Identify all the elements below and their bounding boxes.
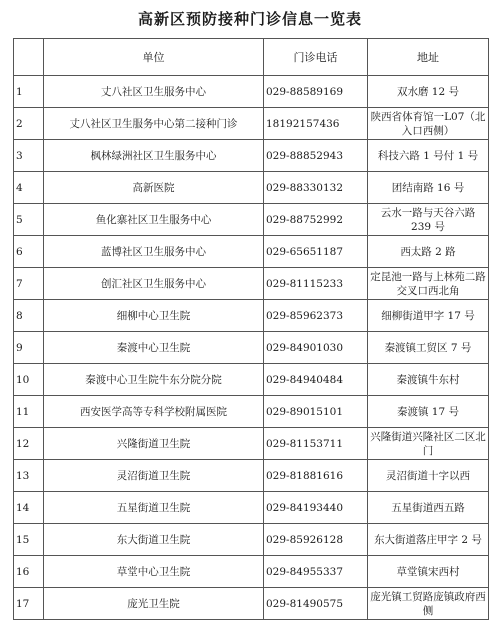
row-index: 5 bbox=[14, 204, 44, 236]
table-row bbox=[14, 172, 489, 204]
row-index: 12 bbox=[14, 428, 44, 460]
unit-name: 庞光卫生院 bbox=[44, 588, 264, 620]
unit-name: 蓝博社区卫生服务中心 bbox=[44, 236, 264, 268]
row-index: 1 bbox=[14, 76, 44, 108]
clinic-address: 秦渡镇牛东村 bbox=[368, 364, 489, 396]
unit-name: 秦渡中心卫生院 bbox=[44, 332, 264, 364]
unit-name: 高新医院 bbox=[44, 172, 264, 204]
table-row bbox=[14, 76, 489, 108]
unit-name: 东大街道卫生院 bbox=[44, 524, 264, 556]
clinic-phone: 18192157436 bbox=[264, 108, 368, 140]
row-index: 11 bbox=[14, 396, 44, 428]
table-row bbox=[14, 204, 489, 236]
row-index: 10 bbox=[14, 364, 44, 396]
table-row bbox=[14, 588, 489, 620]
unit-name: 灵沼街道卫生院 bbox=[44, 460, 264, 492]
clinic-address: 科技六路 1 号付 1 号 bbox=[368, 140, 489, 172]
unit-name: 枫林绿洲社区卫生服务中心 bbox=[44, 140, 264, 172]
clinic-phone: 029-84901030 bbox=[264, 332, 368, 364]
row-index: 7 bbox=[14, 268, 44, 300]
table-row bbox=[14, 556, 489, 588]
row-index: 17 bbox=[14, 588, 44, 620]
table-row bbox=[14, 364, 489, 396]
clinic-address: 秦渡镇工贸区 7 号 bbox=[368, 332, 489, 364]
unit-name: 草堂中心卫生院 bbox=[44, 556, 264, 588]
clinic-address: 双水磨 12 号 bbox=[368, 76, 489, 108]
table-row bbox=[14, 396, 489, 428]
clinic-phone: 029-81115233 bbox=[264, 268, 368, 300]
row-index: 16 bbox=[14, 556, 44, 588]
unit-name: 丈八社区卫生服务中心 bbox=[44, 76, 264, 108]
unit-name: 细柳中心卫生院 bbox=[44, 300, 264, 332]
clinic-address: 东大街道落庄甲字 2 号 bbox=[368, 524, 489, 556]
header-phone: 门诊电话 bbox=[264, 39, 368, 76]
clinic-address: 灵沼街道十字以西 bbox=[368, 460, 489, 492]
clinic-phone: 029-81153711 bbox=[264, 428, 368, 460]
table-row bbox=[14, 268, 489, 300]
clinic-phone: 029-81490575 bbox=[264, 588, 368, 620]
row-index: 9 bbox=[14, 332, 44, 364]
unit-name: 鱼化寨社区卫生服务中心 bbox=[44, 204, 264, 236]
clinic-address: 五星街道西五路 bbox=[368, 492, 489, 524]
table-row bbox=[14, 428, 489, 460]
table-row bbox=[14, 524, 489, 556]
row-index: 15 bbox=[14, 524, 44, 556]
unit-name: 秦渡中心卫生院牛东分院分院 bbox=[44, 364, 264, 396]
clinic-phone: 029-88330132 bbox=[264, 172, 368, 204]
clinic-phone: 029-88589169 bbox=[264, 76, 368, 108]
table-row bbox=[14, 460, 489, 492]
unit-name: 五星街道卫生院 bbox=[44, 492, 264, 524]
clinic-phone: 029-89015101 bbox=[264, 396, 368, 428]
clinic-address: 细柳街道甲字 17 号 bbox=[368, 300, 489, 332]
clinic-phone: 029-84955337 bbox=[264, 556, 368, 588]
row-index: 4 bbox=[14, 172, 44, 204]
row-index: 2 bbox=[14, 108, 44, 140]
unit-name: 丈八社区卫生服务中心第二接种门诊 bbox=[44, 108, 264, 140]
clinic-address: 云水一路与天谷六路 239 号 bbox=[368, 204, 489, 236]
clinic-phone: 029-85926128 bbox=[264, 524, 368, 556]
table-row bbox=[14, 492, 489, 524]
row-index: 8 bbox=[14, 300, 44, 332]
clinic-address: 定昆池一路与上林苑二路交叉口西北角 bbox=[368, 268, 489, 300]
clinic-phone: 029-88752992 bbox=[264, 204, 368, 236]
header-index bbox=[14, 39, 44, 76]
unit-name: 兴隆街道卫生院 bbox=[44, 428, 264, 460]
row-index: 14 bbox=[14, 492, 44, 524]
clinic-phone: 029-85962373 bbox=[264, 300, 368, 332]
clinic-phone: 029-81881616 bbox=[264, 460, 368, 492]
clinic-address: 陕西省体育馆一L07（北入口西侧） bbox=[368, 108, 489, 140]
table-header-row bbox=[14, 39, 489, 76]
clinic-phone: 029-65651187 bbox=[264, 236, 368, 268]
table-row bbox=[14, 140, 489, 172]
clinic-address: 草堂镇宋西村 bbox=[368, 556, 489, 588]
clinic-address: 秦渡镇 17 号 bbox=[368, 396, 489, 428]
row-index: 3 bbox=[14, 140, 44, 172]
vaccination-clinic-table bbox=[13, 38, 489, 620]
clinic-address: 兴隆街道兴隆社区二区北门 bbox=[368, 428, 489, 460]
table-body bbox=[14, 76, 489, 620]
header-unit: 单位 bbox=[44, 39, 264, 76]
table-row bbox=[14, 236, 489, 268]
table-row bbox=[14, 332, 489, 364]
clinic-address: 团结南路 16 号 bbox=[368, 172, 489, 204]
clinic-phone: 029-84940484 bbox=[264, 364, 368, 396]
unit-name: 西安医学高等专科学校附属医院 bbox=[44, 396, 264, 428]
clinic-address: 庞光镇工贸路庞镇政府西侧 bbox=[368, 588, 489, 620]
clinic-phone: 029-84193440 bbox=[264, 492, 368, 524]
unit-name: 创汇社区卫生服务中心 bbox=[44, 268, 264, 300]
table-row bbox=[14, 300, 489, 332]
row-index: 13 bbox=[14, 460, 44, 492]
header-address: 地址 bbox=[368, 39, 489, 76]
clinic-address: 西太路 2 路 bbox=[368, 236, 489, 268]
clinic-phone: 029-88852943 bbox=[264, 140, 368, 172]
document-title: 高新区预防接种门诊信息一览表 bbox=[137, 10, 362, 28]
row-index: 6 bbox=[14, 236, 44, 268]
table-row bbox=[14, 108, 489, 140]
